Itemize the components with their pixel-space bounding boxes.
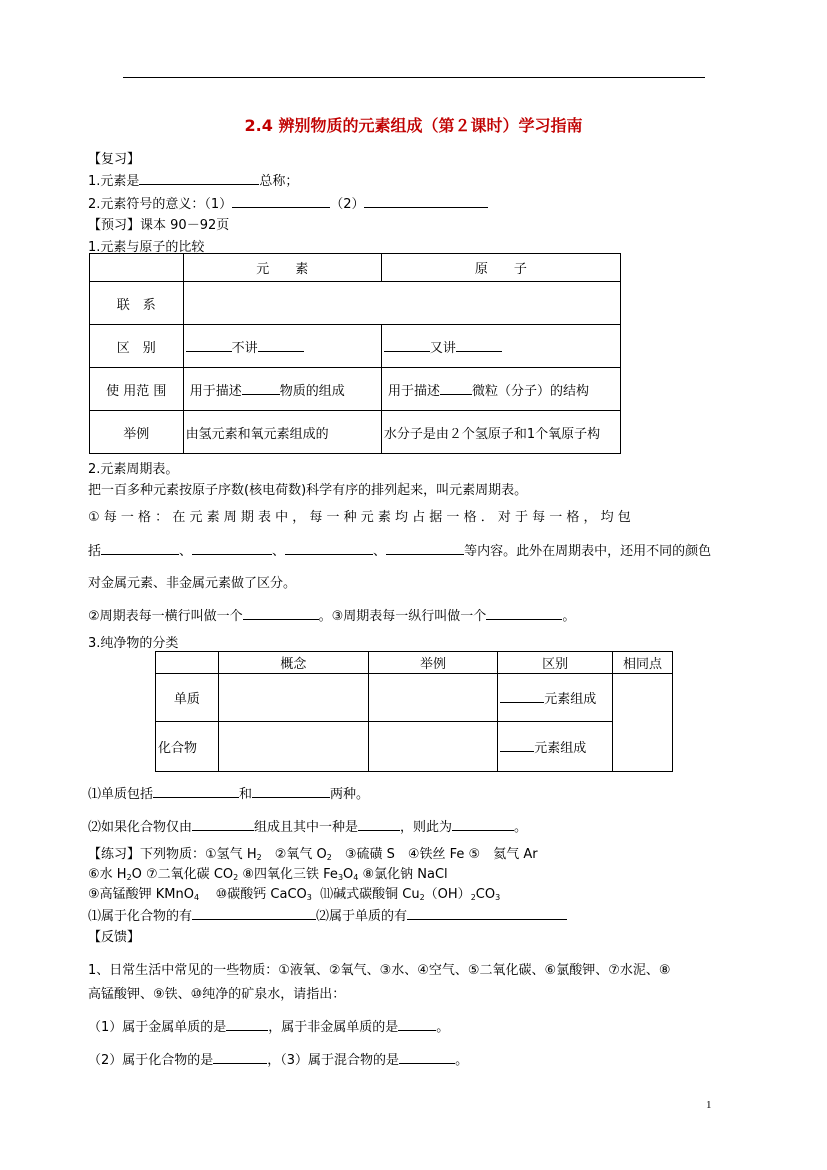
page-title: 2.4 辨别物质的元素组成（第２课时）学习指南 — [244, 116, 583, 135]
row-label: 举例 — [90, 411, 184, 454]
practice-line1: 【练习】下列物质：①氢气 $H_2$ ②氧气 $O_2$ ③硫磺 S ④铁丝 Fe ⑤ 氦气 Ar — [88, 847, 538, 862]
practice-line2: ⑥水 $H_2O$ ⑦二氧化碳 $CO_2$ ⑧四氧化三铁 $Fe_3O_4$ ⑧氯化钠 NaCl — [88, 867, 448, 882]
relation-cell[interactable] — [183, 282, 620, 325]
section2-p2-line3: 对金属元素、非金属元素做了区分。 — [88, 576, 297, 591]
section2-title: 2.元素周期表。 — [88, 462, 179, 477]
section2-p3: ②周期表每一横行叫做一个 。③周期表每一纵行叫做一个 。 — [88, 609, 576, 624]
section3-q2: ⑵如果化合物仅由 组成且其中一种是 ，则此为 。 — [88, 820, 528, 835]
element-atom-table — [89, 253, 621, 454]
feedback-p1-line1: 1、日常生活中常见的一些物质：①液氧、②氧气、③水、④空气、⑤二氧化碳、⑥氯酸钾、⑦水泥、⑧ — [88, 963, 671, 978]
diff-atom-cell: 又讲 — [381, 325, 620, 368]
section2-p1: 把一百多种元素按原子序数(核电荷数)科学有序的排列起来，叫元素周期表。 — [88, 483, 528, 498]
section3-title: 3.纯净物的分类 — [88, 636, 179, 651]
row-label: 使 用范 围 — [90, 368, 184, 411]
feedback-heading: 【反馈】 — [88, 930, 141, 945]
header-element: 元 素 — [183, 254, 381, 282]
usage-element-cell: 用于描述 物质的组成 — [183, 368, 381, 411]
usage-atom-cell: 用于描述 微粒（分子）的结构 — [381, 368, 620, 411]
header-atom: 原 子 — [381, 254, 620, 282]
review-q1: 1.元素是 总称； — [88, 174, 299, 189]
header-difference: 区别 — [498, 652, 613, 674]
blank[interactable] — [139, 172, 259, 185]
practice-questions: ⑴属于化合物的有 ⑵属于单质的有 — [88, 905, 567, 924]
review-q2: 2.元素符号的意义：（1） （2） — [88, 193, 488, 212]
section2-p2-line2: 括 、 、 、 等内容。此外在周期表中，还用不同的颜色 — [88, 544, 712, 559]
feedback-q2: （2）属于化合物的是 ，（3）属于混合物的是 。 — [88, 1053, 469, 1068]
row-label: 区 别 — [90, 325, 184, 368]
feedback-q1: （1）属于金属单质的是 ，属于非金属单质的是 。 — [88, 1020, 450, 1035]
section2-p2-line1: ① 每 一 格 ： 在 元 素 周 期 表 中 ， 每 一 种 元 素 均 占 据 一 格 ． 对 于 每 一 格 ， 均 包 — [88, 510, 631, 525]
header-concept: 概念 — [218, 652, 368, 674]
feedback-p1-line2: 高锰酸钾、⑨铁、⑩纯净的矿泉水，请指出： — [88, 987, 346, 1002]
blank[interactable] — [364, 195, 488, 208]
preview-heading: 【预习】课本 90－92页 — [88, 218, 230, 233]
section1-title: 1.元素与原子的比较 — [88, 240, 205, 255]
example-element-cell: 由氢元素和氧元素组成的 — [183, 411, 381, 454]
row-label: 化合物 — [156, 722, 219, 772]
header-example: 举例 — [368, 652, 497, 674]
practice-line3: ⑨高锰酸钾 KMnO$_4$ ⑩碳酸钙 CaCO$_3$ ⑾碱式碳酸铜 $Cu_2(OH)_2CO_3$ — [88, 887, 501, 902]
pure-substance-table: 概念 举例 区别 相同点 单质 元素组成 化合物 元素组成 — [155, 651, 673, 772]
header-common: 相同点 — [613, 652, 673, 674]
blank[interactable] — [232, 195, 330, 208]
section3-q1: ⑴单质包括 和 两种。 — [88, 787, 370, 802]
page-number: 1 — [706, 1099, 712, 1111]
header-rule — [123, 77, 705, 78]
row-label: 单质 — [156, 674, 219, 722]
diff-element-cell: 不讲 — [183, 325, 381, 368]
common-cell[interactable] — [613, 674, 673, 772]
review-heading: 【复习】 — [88, 152, 141, 167]
example-atom-cell: 水分子是由２个氢原子和1个氧原子构 — [381, 411, 620, 454]
row-label: 联 系 — [90, 282, 184, 325]
